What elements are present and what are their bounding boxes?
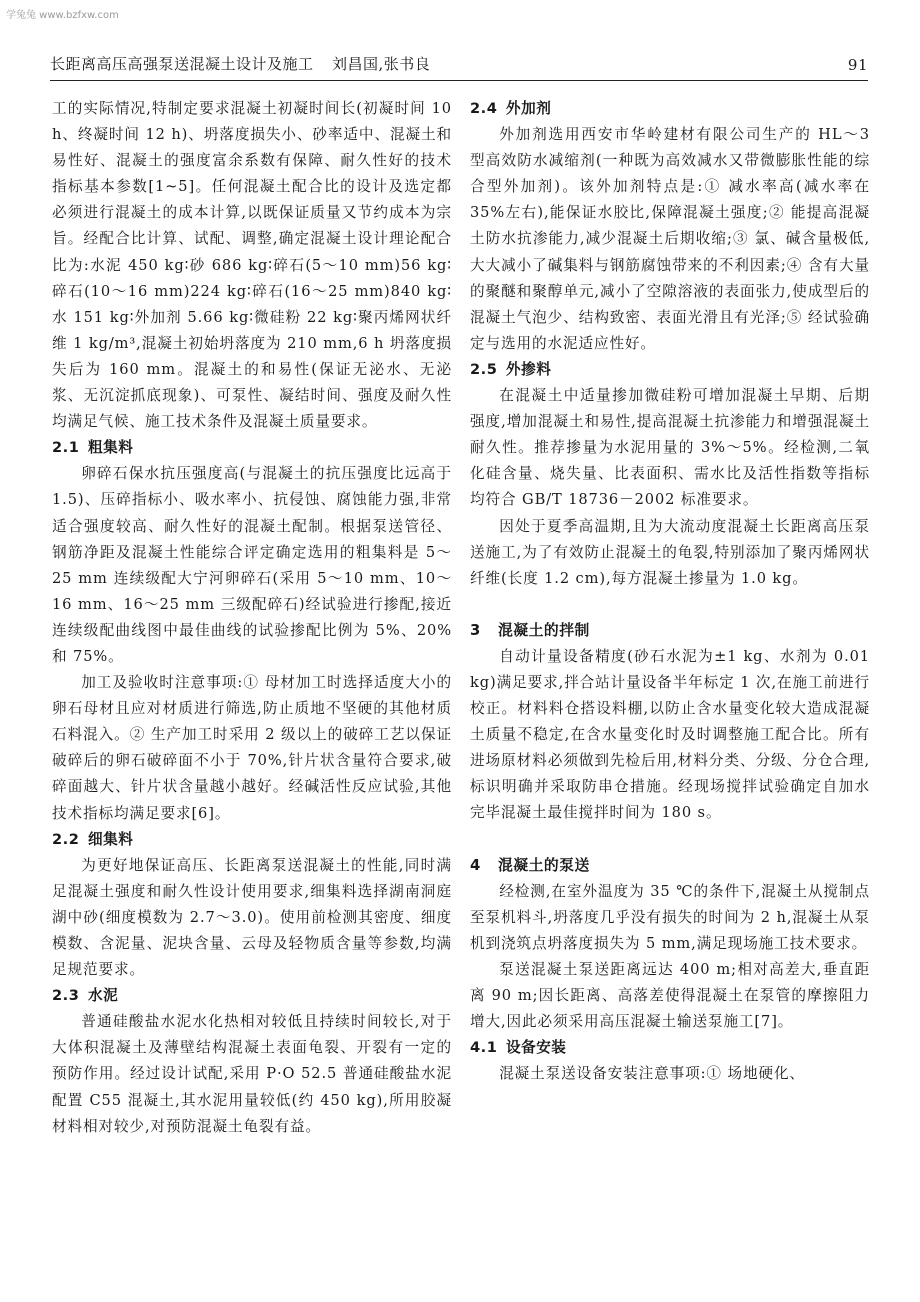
running-authors: 刘昌国,张书良 [332, 55, 431, 73]
intro-paragraph: 工的实际情况,特制定要求混凝土初凝时间长(初凝时间 10 h、终凝时间 12 h)、坍落度损失小、砂率适中、混凝土和易性好、混凝土的强度富余系数有保障、耐久性好的技术指标基本参数[1~5]。任何混凝土配合比的设计及选定都必须进行混凝土的成本计算,以既保证质量又节约成本为宗旨。经配合比计算、试配、调整,确定混凝土设计理论配合比为:水泥 450 kg∶砂 686 kg∶碎石(5～10 mm)56 kg∶碎石(10～16 mm)224 kg∶碎石(16～25 mm)840 kg∶水 151 kg∶外加剂 5.66 kg∶微硅粉 22 kg∶聚丙烯网状纤维 1 kg/m³,混凝土初始坍落度为 210 mm,6 h 坍落度损失后为 160 mm。混凝土的和易性(保证无泌水、无泌浆、无沉淀抓底现象)、可泵性、凝结时间、强度及耐久性均满足气候、施工技术条件及混凝土质量要求。 [52, 100, 452, 431]
section-title: 混凝土的泵送 [498, 856, 590, 874]
paragraph: 自动计量设备精度(砂石水泥为±1 kg、水剂为 0.01 kg)满足要求,拌合站计量设备半年标定 1 次,在施工前进行校正。材料料仓搭设料棚,以防止含水量变化较大造成混凝土质量不稳定,在含水量变化时及时调整施工配合比。所有进场原材料必须做到先检后用,材料分类、分级、分仓合理,标识明确并采取防串仓措施。经现场搅拌试验确定自加水完毕混凝土最佳搅拌时间为 180 s。 [470, 647, 870, 822]
watermark: 学兔兔 www.bzfxw.com [6, 10, 119, 21]
paragraph: 经检测,在室外温度为 35 ℃的条件下,混凝土从搅制点至泵机料斗,坍落度几乎没有损失的时间为 2 h,混凝土从泵机到浇筑点坍落度损失为 5 mm,满足现场施工技术要求。 [470, 882, 870, 952]
page-number: 91 [847, 56, 868, 74]
section-2-5-heading [470, 357, 870, 383]
paragraph: 卵碎石保水抗压强度高(与混凝土的抗压强度比远高于 1.5)、压碎指标小、吸水率小、抗侵蚀、腐蚀能力强,非常适合强度较高、耐久性好的混凝土配制。根据泵送管径、钢筋净距及混凝土性能综合评定确定选用的粗集料是 5～25 mm 连续级配大宁河卵碎石(采用 5～10 mm、10～16 mm、16～25 mm 三级配碎石)经试验进行掺配,接近连续级配曲线图中最佳曲线的试验掺配比例为 5%、20%和 75%。 [52, 465, 452, 665]
section-title: 外加剂 [506, 100, 552, 117]
section-title: 细集料 [88, 830, 134, 848]
section-title: 外掺料 [506, 360, 552, 378]
paragraph: 加工及验收时注意事项:① 母材加工时选择适度大小的卵石母材且应对材质进行筛选,防止质地不坚硬的其他材质石料混入。② 生产加工时采用 2 级以上的破碎工艺以保证破碎后的卵石破碎面不小于 70%,针片状含量符合要求,破碎面越大、针片状含量越小越好。经碱活性反应试验,其他技术指标均满足要求[6]。 [52, 674, 452, 822]
section-number: 4.1 [470, 1039, 498, 1057]
section-title: 水泥 [88, 987, 119, 1005]
section-number: 2.1 [52, 439, 80, 457]
section-number: 3 [470, 621, 481, 639]
section-title: 混凝土的拌制 [498, 621, 590, 639]
left-column [52, 96, 452, 1140]
section-number: 2.5 [470, 360, 498, 378]
section-number: 2.4 [470, 100, 498, 117]
section-gap [470, 827, 870, 853]
section-2-3-heading [52, 983, 452, 1009]
paragraph: 在混凝土中适量掺加微硅粉可增加混凝土早期、后期强度,增加混凝土和易性,提高混凝土抗渗能力和增强混凝土耐久性。推荐掺量为水泥用量的 3%～5%。经检测,二氧化硅含量、烧失量、比表面积、需水比及活性指数等指标均符合 GB/T 18736－2002 标准要求。 [470, 387, 870, 509]
section-title: 设备安装 [506, 1039, 567, 1057]
paragraph: 普通硅酸盐水泥水化热相对较低且持续时间较长,对于大体积混凝土及薄壁结构混凝土表面龟裂、开裂有一定的预防作用。经过设计试配,采用 P·O 52.5 普通硅酸盐水泥配置 C55 混凝土,其水泥用量较低(约 450 kg),所用胶凝材料相对较少,对预防混凝土龟裂有益。 [52, 1013, 452, 1135]
section-4-heading [470, 853, 870, 879]
paragraph: 为更好地保证高压、长距离泵送混凝土的性能,同时满足混凝土强度和耐久性设计使用要求,细集料选择湖南洞庭湖中砂(细度模数为 2.7～3.0)。使用前检测其密度、细度模数、含泥量、泥块含量、云母及轻物质含量等参数,均满足规范要求。 [52, 856, 452, 979]
running-title: 长距离高压高强泵送混凝土设计及施工 [50, 55, 314, 73]
section-number: 2.3 [52, 987, 80, 1005]
section-title: 粗集料 [88, 439, 134, 457]
paragraph: 因处于夏季高温期,且为大流动度混凝土长距离高压泵送施工,为了有效防止混凝土的龟裂,特别添加了聚丙烯网状纤维(长度 1.2 cm),每方混凝土掺量为 1.0 kg。 [470, 517, 870, 587]
section-4-1-heading [470, 1035, 870, 1061]
paragraph: 混凝土泵送设备安装注意事项:① 场地硬化、 [499, 1065, 805, 1083]
running-header [50, 52, 868, 81]
section-gap [470, 592, 870, 618]
paragraph: 泵送混凝土泵送距离远达 400 m;相对高差大,垂直距离 90 m;因长距离、高落差使得混凝土在泵管的摩擦阻力增大,因此必须采用高压混凝土输送泵施工[7]。 [470, 960, 870, 1031]
section-3-heading [470, 618, 870, 644]
section-2-1-heading [52, 435, 452, 461]
section-2-4-heading [470, 96, 870, 122]
section-number: 2.2 [52, 830, 80, 848]
section-number: 4 [470, 856, 481, 874]
section-2-2-heading [52, 827, 452, 853]
paragraph: 外加剂选用西安市华岭建材有限公司生产的 HL～3 型高效防水减缩剂(一种既为高效减水又带微膨胀性能的综合型外加剂)。该外加剂特点是:① 减水率高(减水率在 35%左右),能保证水胶比,保障混凝土强度;② 能提高混凝土防水抗渗能力,减少混凝土后期收缩;③ 氯、碱含量极低,大大减小了碱集料与钢筋腐蚀带来的不利因素;④ 含有大量的聚醚和聚醇单元,减小了空隙溶液的表面张力,使成型后的混凝土气泡少、结构致密、表面光滑且有光泽;⑤ 经试验确定与选用的水泥适应性好。 [470, 126, 870, 352]
right-column [470, 96, 870, 1087]
